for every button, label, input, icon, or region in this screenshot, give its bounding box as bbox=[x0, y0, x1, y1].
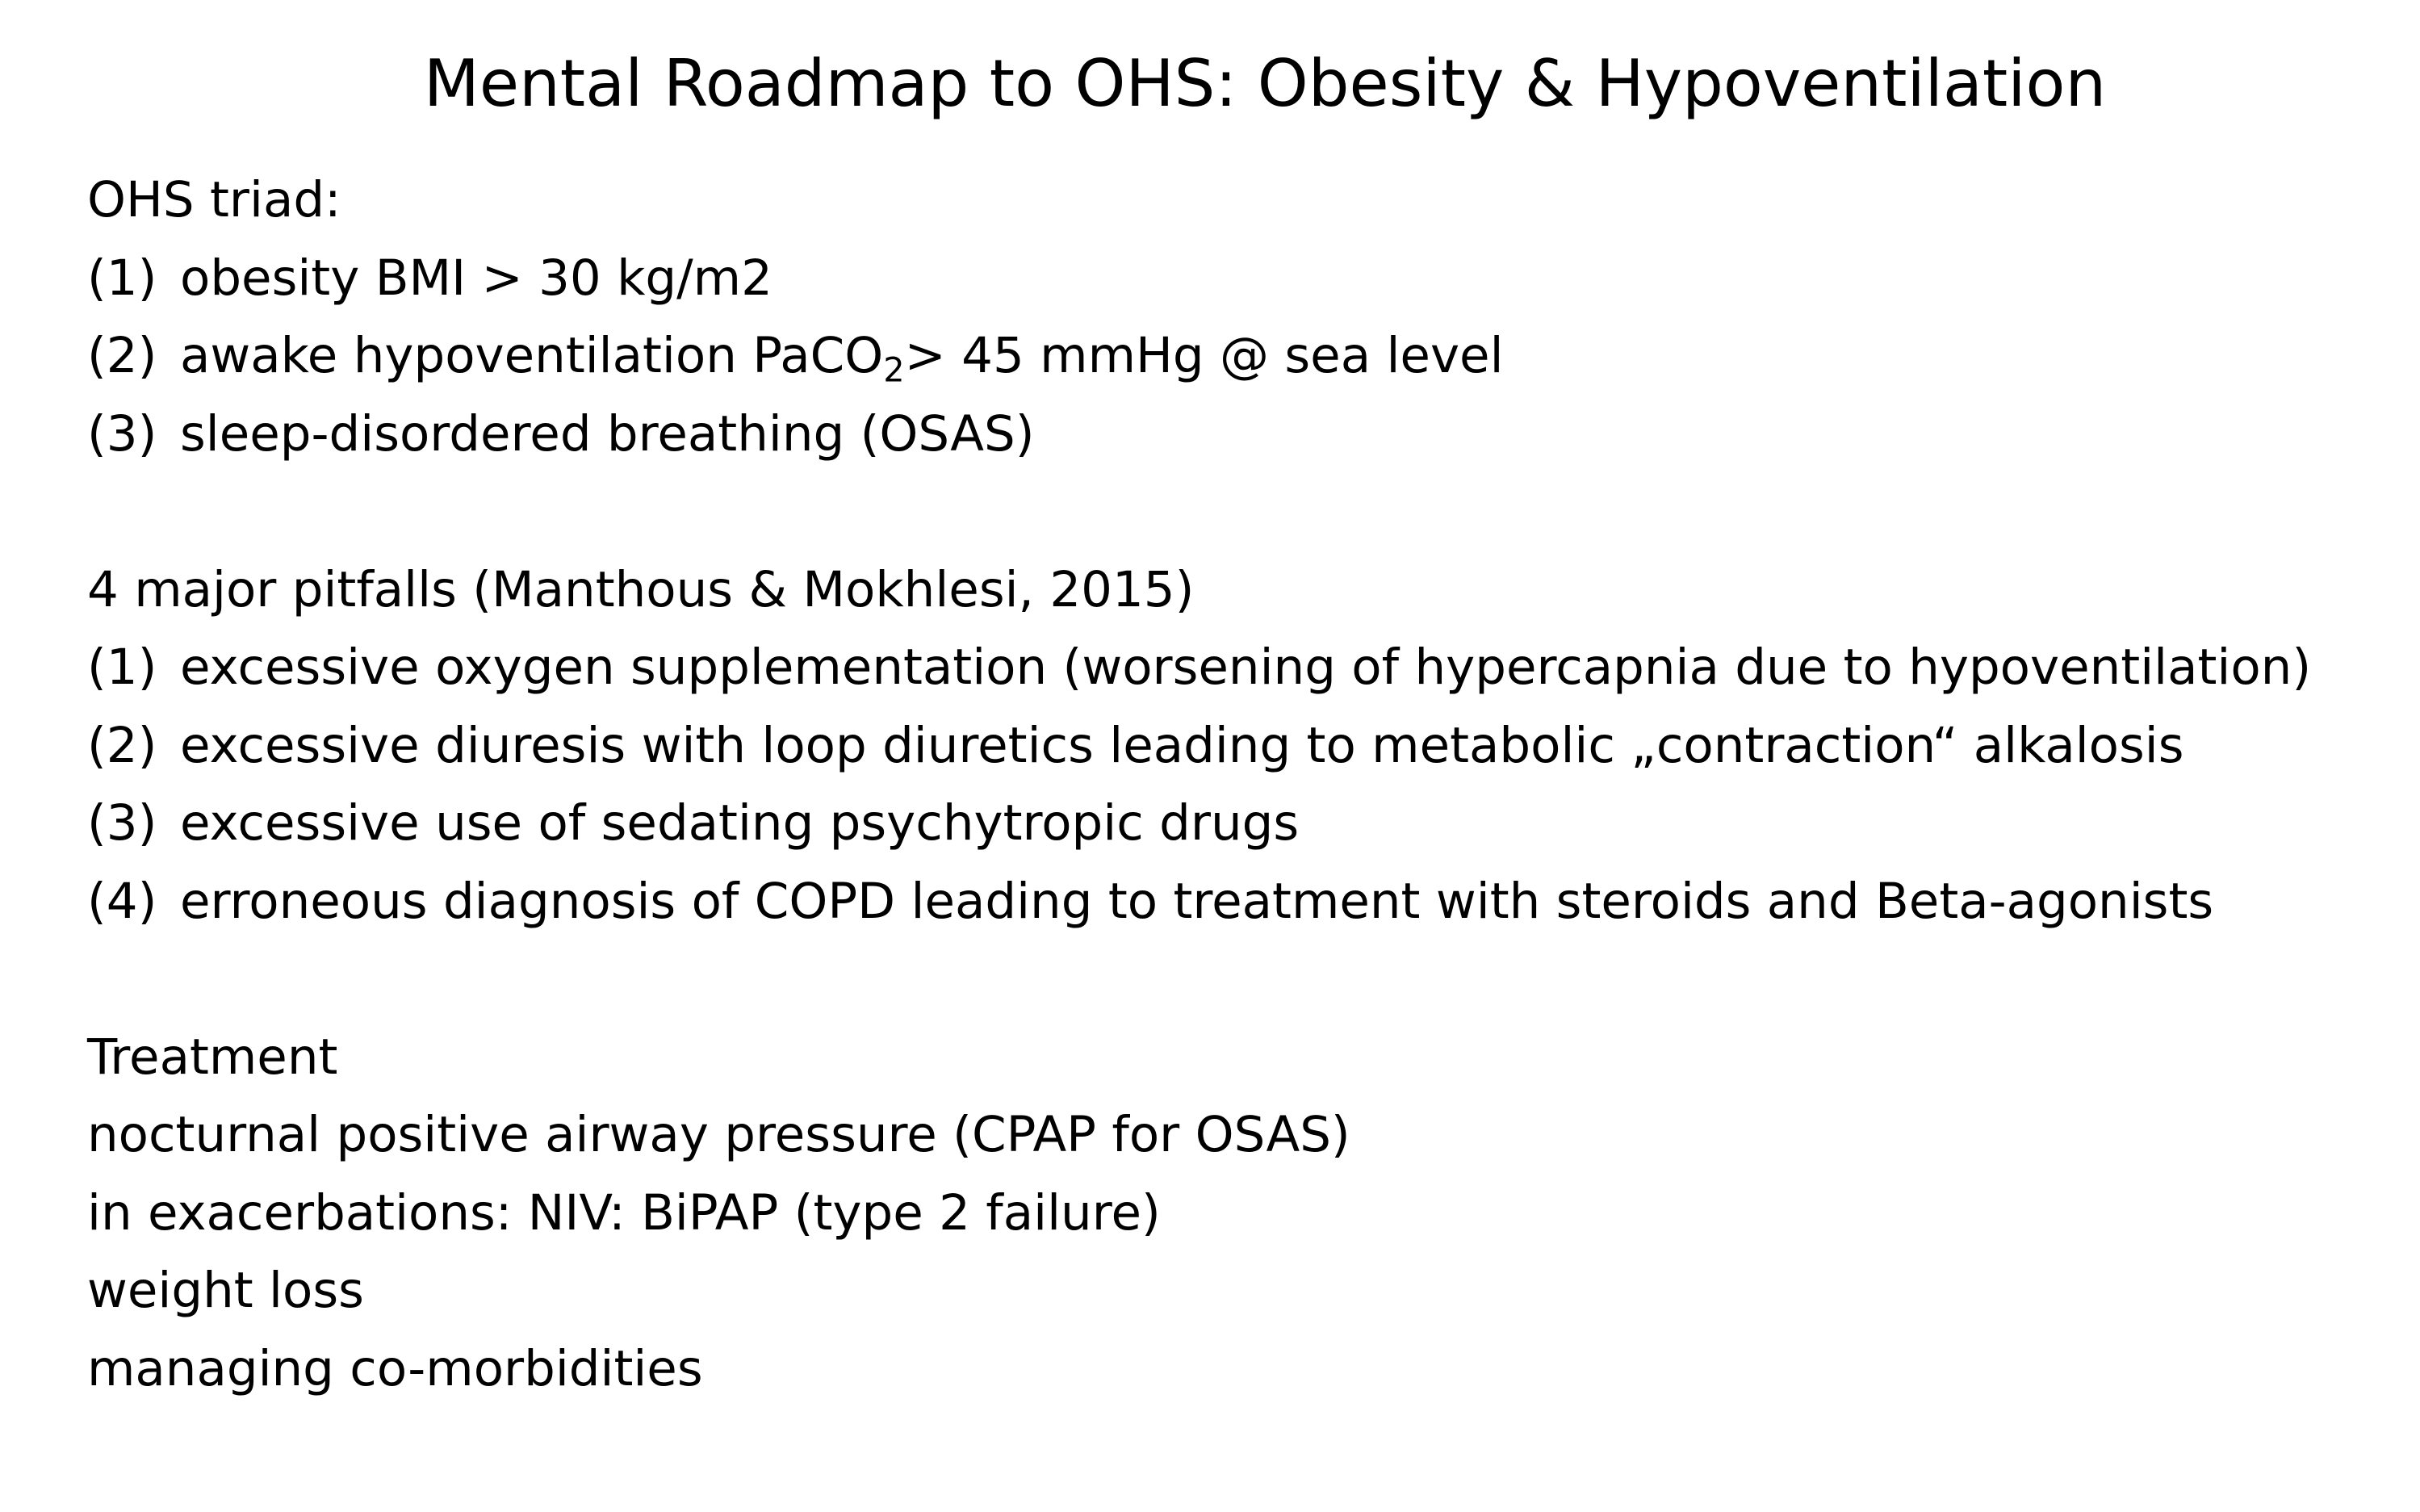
pitfall-item bbox=[87, 785, 2396, 863]
list-number: (3) bbox=[87, 794, 157, 852]
slide-body bbox=[87, 161, 2396, 1408]
pitfall-item bbox=[87, 707, 2396, 785]
list-number: (1) bbox=[87, 249, 157, 307]
treatment-item: weight loss bbox=[87, 1262, 364, 1319]
list-number: (2) bbox=[87, 716, 157, 774]
triad-heading: OHS triad: bbox=[87, 171, 341, 228]
pitfalls-heading: 4 major pitfalls (Manthous & Mokhlesi, 2015) bbox=[87, 560, 1195, 618]
slide-title: Mental Roadmap to OHS: Obesity & Hypoventilation bbox=[423, 46, 2107, 121]
list-text: excessive use of sedating psychytropic drugs bbox=[180, 794, 1300, 852]
list-text: erroneous diagnosis of COPD leading to treatment with steroids and Beta-agonists bbox=[180, 872, 2214, 930]
list-number: (4) bbox=[87, 872, 157, 930]
treatment-heading: Treatment bbox=[87, 1028, 338, 1086]
list-number: (3) bbox=[87, 404, 157, 463]
triad-item bbox=[87, 396, 2396, 474]
pitfall-item bbox=[87, 629, 2396, 707]
subscript: 2 bbox=[883, 350, 905, 390]
treatment-item: in exacerbations: NIV: BiPAP (type 2 failure) bbox=[87, 1183, 1161, 1242]
list-text: sleep-disordered breathing (OSAS) bbox=[180, 404, 1035, 463]
treatment-item: managing co-morbidities bbox=[87, 1339, 703, 1397]
pitfall-item bbox=[87, 863, 2396, 941]
list-text-continued: > 45 mmHg @ sea level bbox=[904, 327, 1504, 384]
list-text: excessive diuresis with loop diuretics leading to metabolic „contraction“ alkalosis bbox=[180, 716, 2184, 774]
spacer bbox=[87, 473, 2396, 551]
triad-item bbox=[87, 317, 2396, 396]
triad-item bbox=[87, 240, 2396, 318]
list-number: (2) bbox=[87, 327, 157, 384]
spacer bbox=[87, 940, 2396, 1019]
list-text: awake hypoventilation PaCO bbox=[180, 327, 884, 384]
list-text: obesity BMI > 30 kg/m2 bbox=[180, 249, 772, 307]
list-text: excessive oxygen supplementation (worsening of hypercapnia due to hypoventilation) bbox=[180, 639, 2312, 696]
treatment-item: nocturnal positive airway pressure (CPAP for OSAS) bbox=[87, 1106, 1350, 1163]
list-number: (1) bbox=[87, 639, 157, 696]
